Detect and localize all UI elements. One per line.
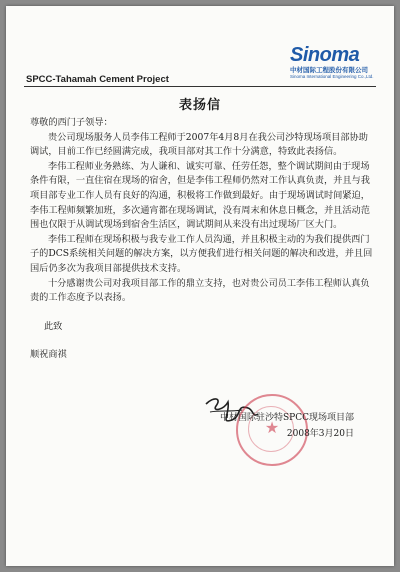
letter-body <box>30 116 374 363</box>
project-name: SPCC-Tahamah Cement Project <box>26 74 169 85</box>
seal-star-icon: ★ <box>264 418 280 437</box>
signatory: 中材国际驻沙特SPCC现场项目部 <box>220 413 354 423</box>
letter-page <box>6 6 394 566</box>
paragraph: 李伟工程师在现场积极与我专业工作人员沟通，并且积极主动的为我们提供西门子的DCS系统相关问题的解决方案，以方便我们进行相关问题的解决和改进，并且回国后仍多次为我项目部提供技术支持。 <box>30 233 373 274</box>
signature-block <box>220 410 354 442</box>
header-rule <box>24 86 376 87</box>
paragraph: 贵公司现场服务人员李伟工程师于2007年4月8月在我公司沙特现场项目部协助调试，目前工作已经圆满完成，我项目部对其工作十分满意，特致此表扬信。 <box>30 131 368 158</box>
closing: 此致 <box>44 320 63 332</box>
letter-date: 2008年3月20日 <box>286 429 354 439</box>
company-logo <box>290 44 376 80</box>
salutation: 尊敬的西门子领导： <box>30 117 113 128</box>
logo-wordmark: Sinoma <box>290 44 360 66</box>
paragraph: 李伟工程师业务熟练、为人谦和、诚实可靠、任劳任怨，整个调试期间由于现场条件有限，一直住宿在现场的宿舍，但是李伟工程师仍然对工作认真负责，并且与我项目部专业工作人员有良好的沟通，积极将工作做到最好。由于现场调试时间紧迫，李伟工程师频繁加班，多次通宵都在现场调试，没有周末和休息日概念，并且活动范围也仅限于从调试现场到宿舍生活区，调试期间从来没有出过现场厂区大门。 <box>30 160 370 231</box>
regards: 顺祝商祺 <box>30 349 67 361</box>
logo-english-name: Sinoma International Engineering Co.,Ltd. <box>290 74 374 79</box>
logo-chinese-name: 中材国际工程股份有限公司 <box>290 66 368 74</box>
paragraph: 十分感谢贵公司对我项目部工作的鼎立支持，也对贵公司员工李伟工程师认真负责的工作态度予以表扬。 <box>30 277 370 304</box>
letter-title: 表扬信 <box>178 98 221 113</box>
